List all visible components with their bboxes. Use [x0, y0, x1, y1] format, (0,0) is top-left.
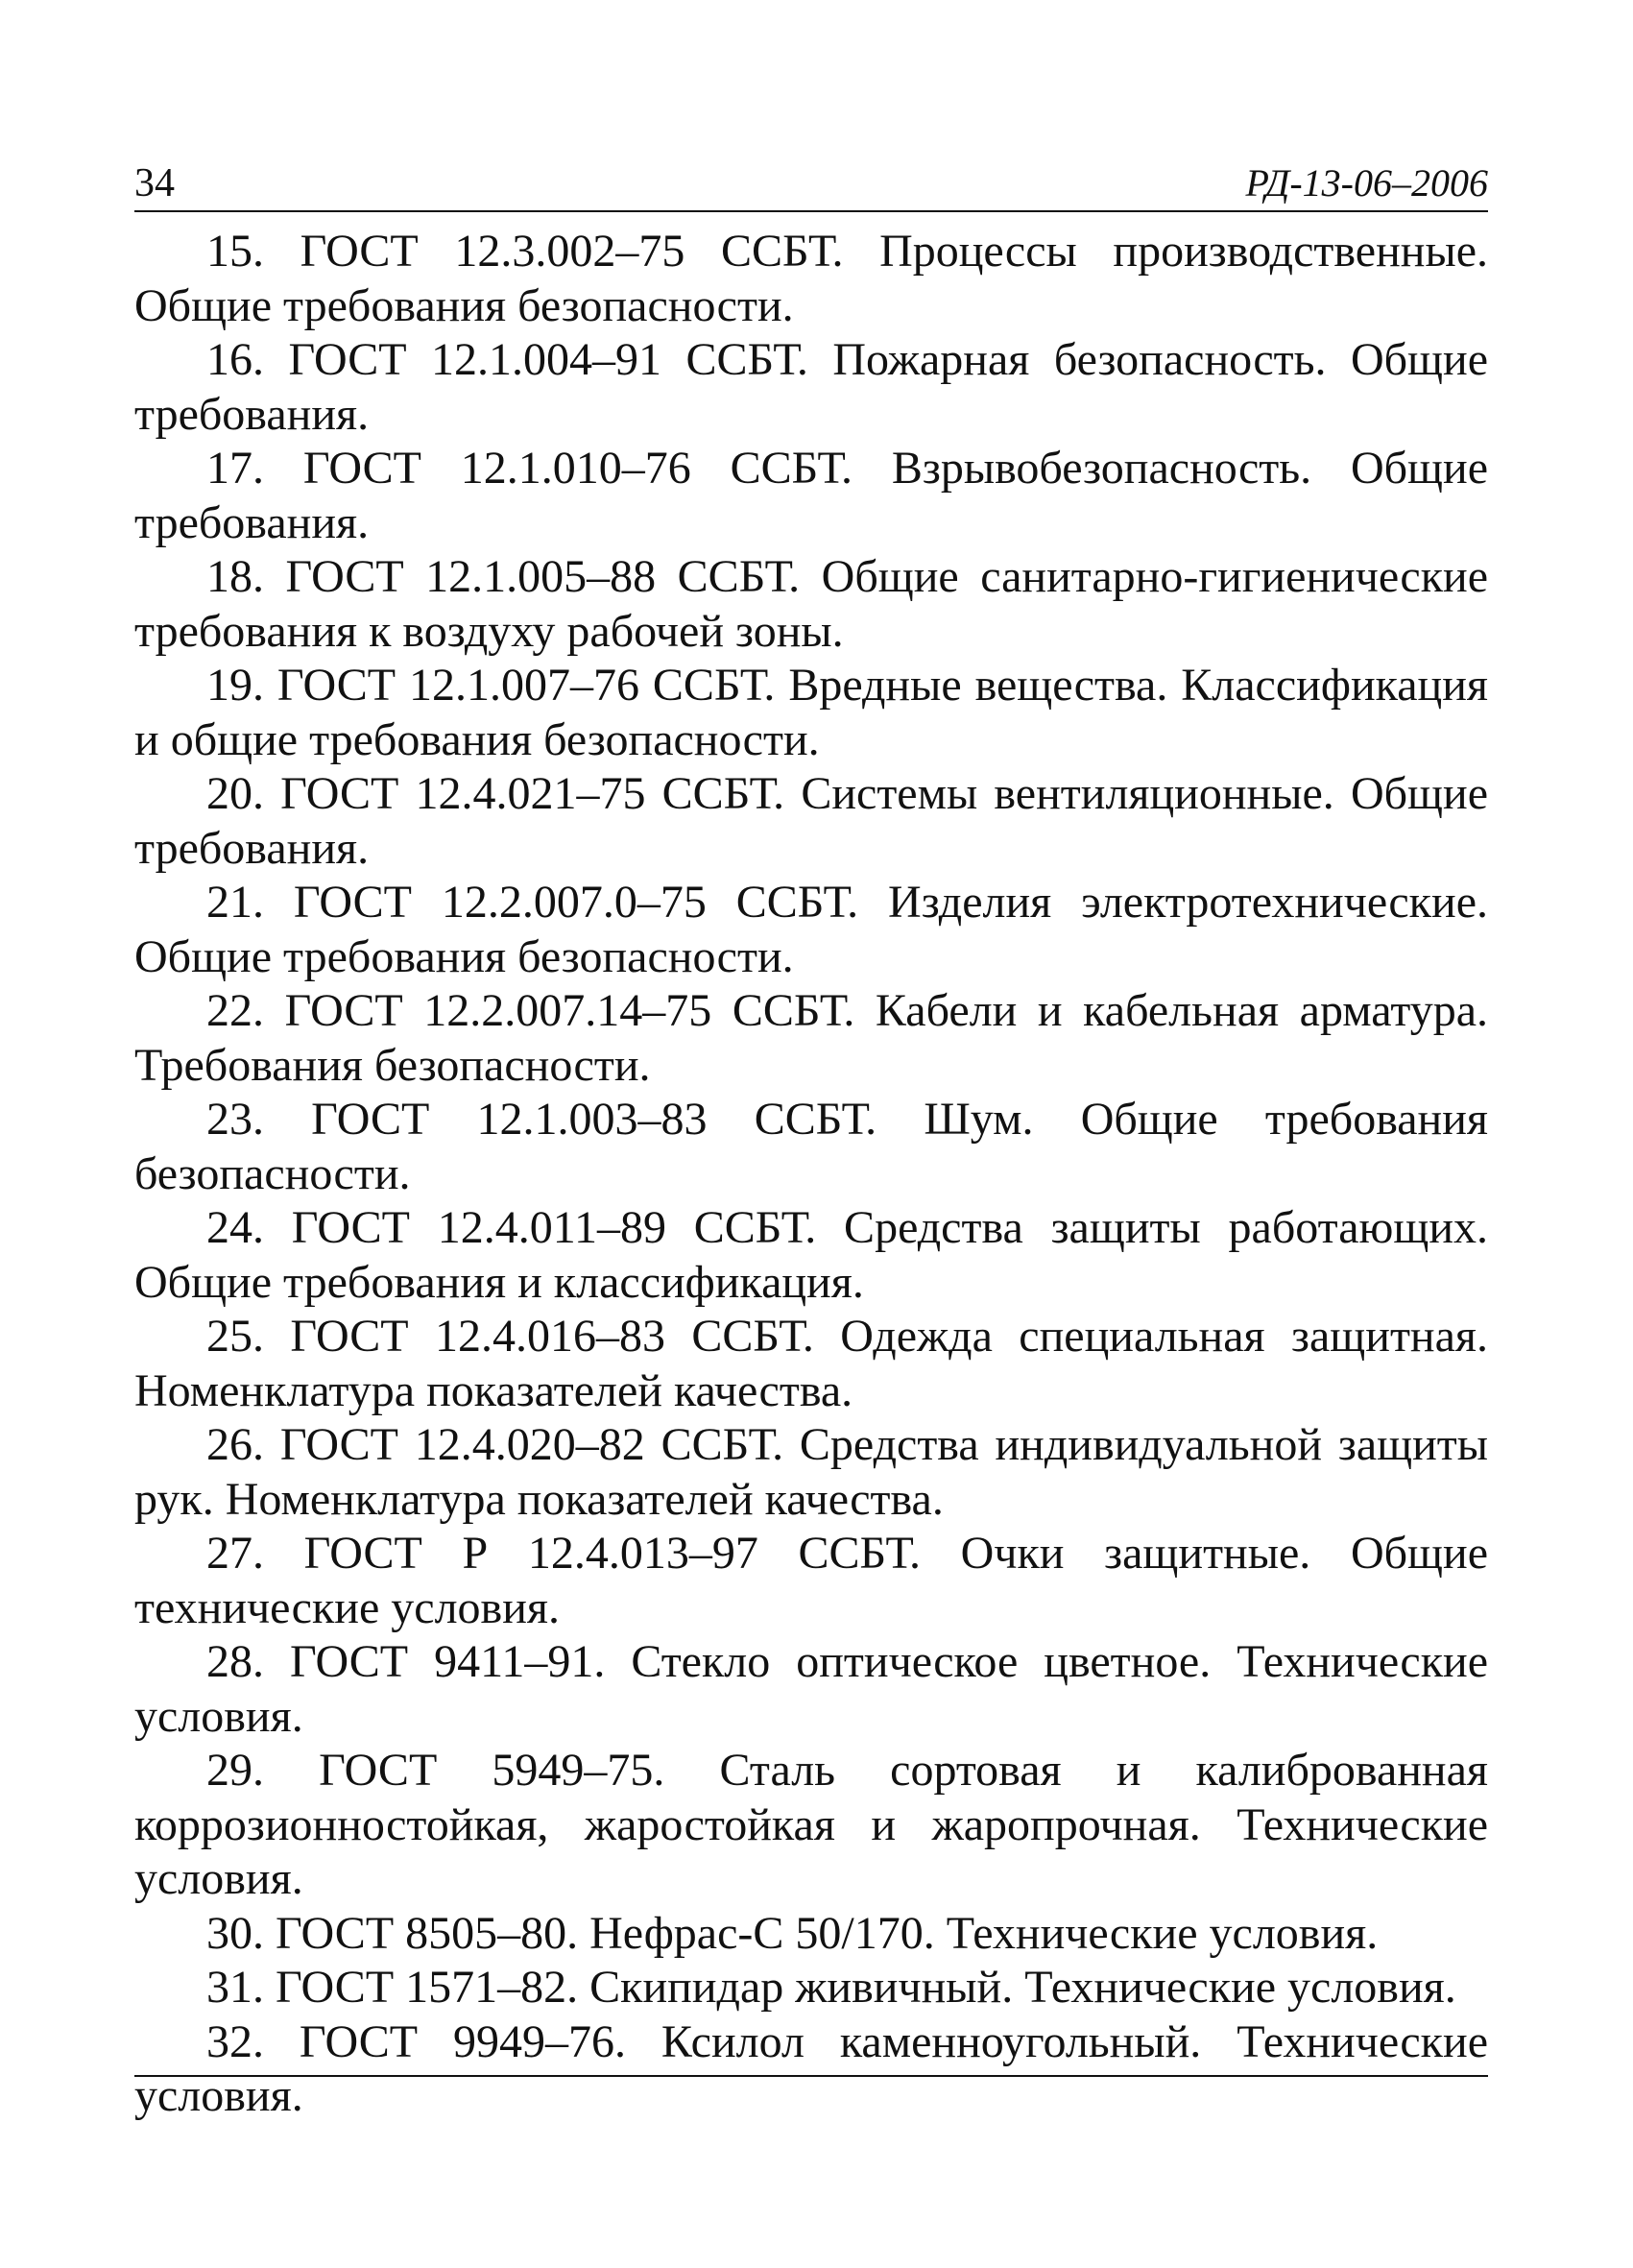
reference-item: 18. ГОСТ 12.1.005–88 ССБТ. Общие санитарно-гигиенические требования к воздуху рабочей зоны.	[134, 551, 1488, 657]
reference-item: 21. ГОСТ 12.2.007.0–75 ССБТ. Изделия электротехнические. Общие требования безопасности.	[134, 877, 1488, 982]
reference-item: 16. ГОСТ 12.1.004–91 ССБТ. Пожарная безопасность. Общие требования.	[134, 334, 1488, 440]
reference-list	[134, 225, 1488, 2124]
reference-item: 29. ГОСТ 5949–75. Сталь сортовая и калиброванная коррозионностойкая, жаростойкая и жаропрочная. Технические условия.	[134, 1745, 1488, 1904]
reference-item: 17. ГОСТ 12.1.010–76 ССБТ. Взрывобезопасность. Общие требования.	[134, 443, 1488, 548]
page-header	[134, 156, 1488, 211]
reference-item: 28. ГОСТ 9411–91. Стекло оптическое цветное. Технические условия.	[134, 1636, 1488, 1742]
reference-item: 31. ГОСТ 1571–82. Скипидар живичный. Технические условия.	[206, 1962, 1456, 2013]
reference-item: 32. ГОСТ 9949–76. Ксилол каменноугольный. Технические условия.	[134, 2015, 1488, 2121]
header-rule	[134, 210, 1488, 212]
reference-item: 24. ГОСТ 12.4.011–89 ССБТ. Средства защиты работающих. Общие требования и классификация.	[134, 1202, 1488, 1308]
document-code: РД-13-06–2006	[1245, 161, 1488, 205]
reference-item: 19. ГОСТ 12.1.007–76 ССБТ. Вредные вещества. Классификация и общие требования безопасности.	[134, 660, 1488, 765]
reference-item: 23. ГОСТ 12.1.003–83 ССБТ. Шум. Общие требования безопасности.	[134, 1094, 1488, 1199]
reference-item: 15. ГОСТ 12.3.002–75 ССБТ. Процессы производственные. Общие требования безопасности.	[134, 226, 1488, 331]
reference-item: 20. ГОСТ 12.4.021–75 ССБТ. Системы вентиляционные. Общие требования.	[134, 768, 1488, 874]
bottom-rule	[134, 2075, 1488, 2077]
reference-item: 22. ГОСТ 12.2.007.14–75 ССБТ. Кабели и кабельная арматура. Требования безопасности.	[134, 985, 1488, 1091]
reference-item: 26. ГОСТ 12.4.020–82 ССБТ. Средства индивидуальной защиты рук. Номенклатура показателей качества.	[134, 1419, 1488, 1525]
page-number: 34	[134, 161, 175, 205]
reference-item: 27. ГОСТ Р 12.4.013–97 ССБТ. Очки защитные. Общие технические условия.	[134, 1528, 1488, 1633]
reference-item: 25. ГОСТ 12.4.016–83 ССБТ. Одежда специальная защитная. Номенклатура показателей качества.	[134, 1311, 1488, 1416]
reference-item: 30. ГОСТ 8505–80. Нефрас-С 50/170. Технические условия.	[206, 1907, 1379, 1959]
